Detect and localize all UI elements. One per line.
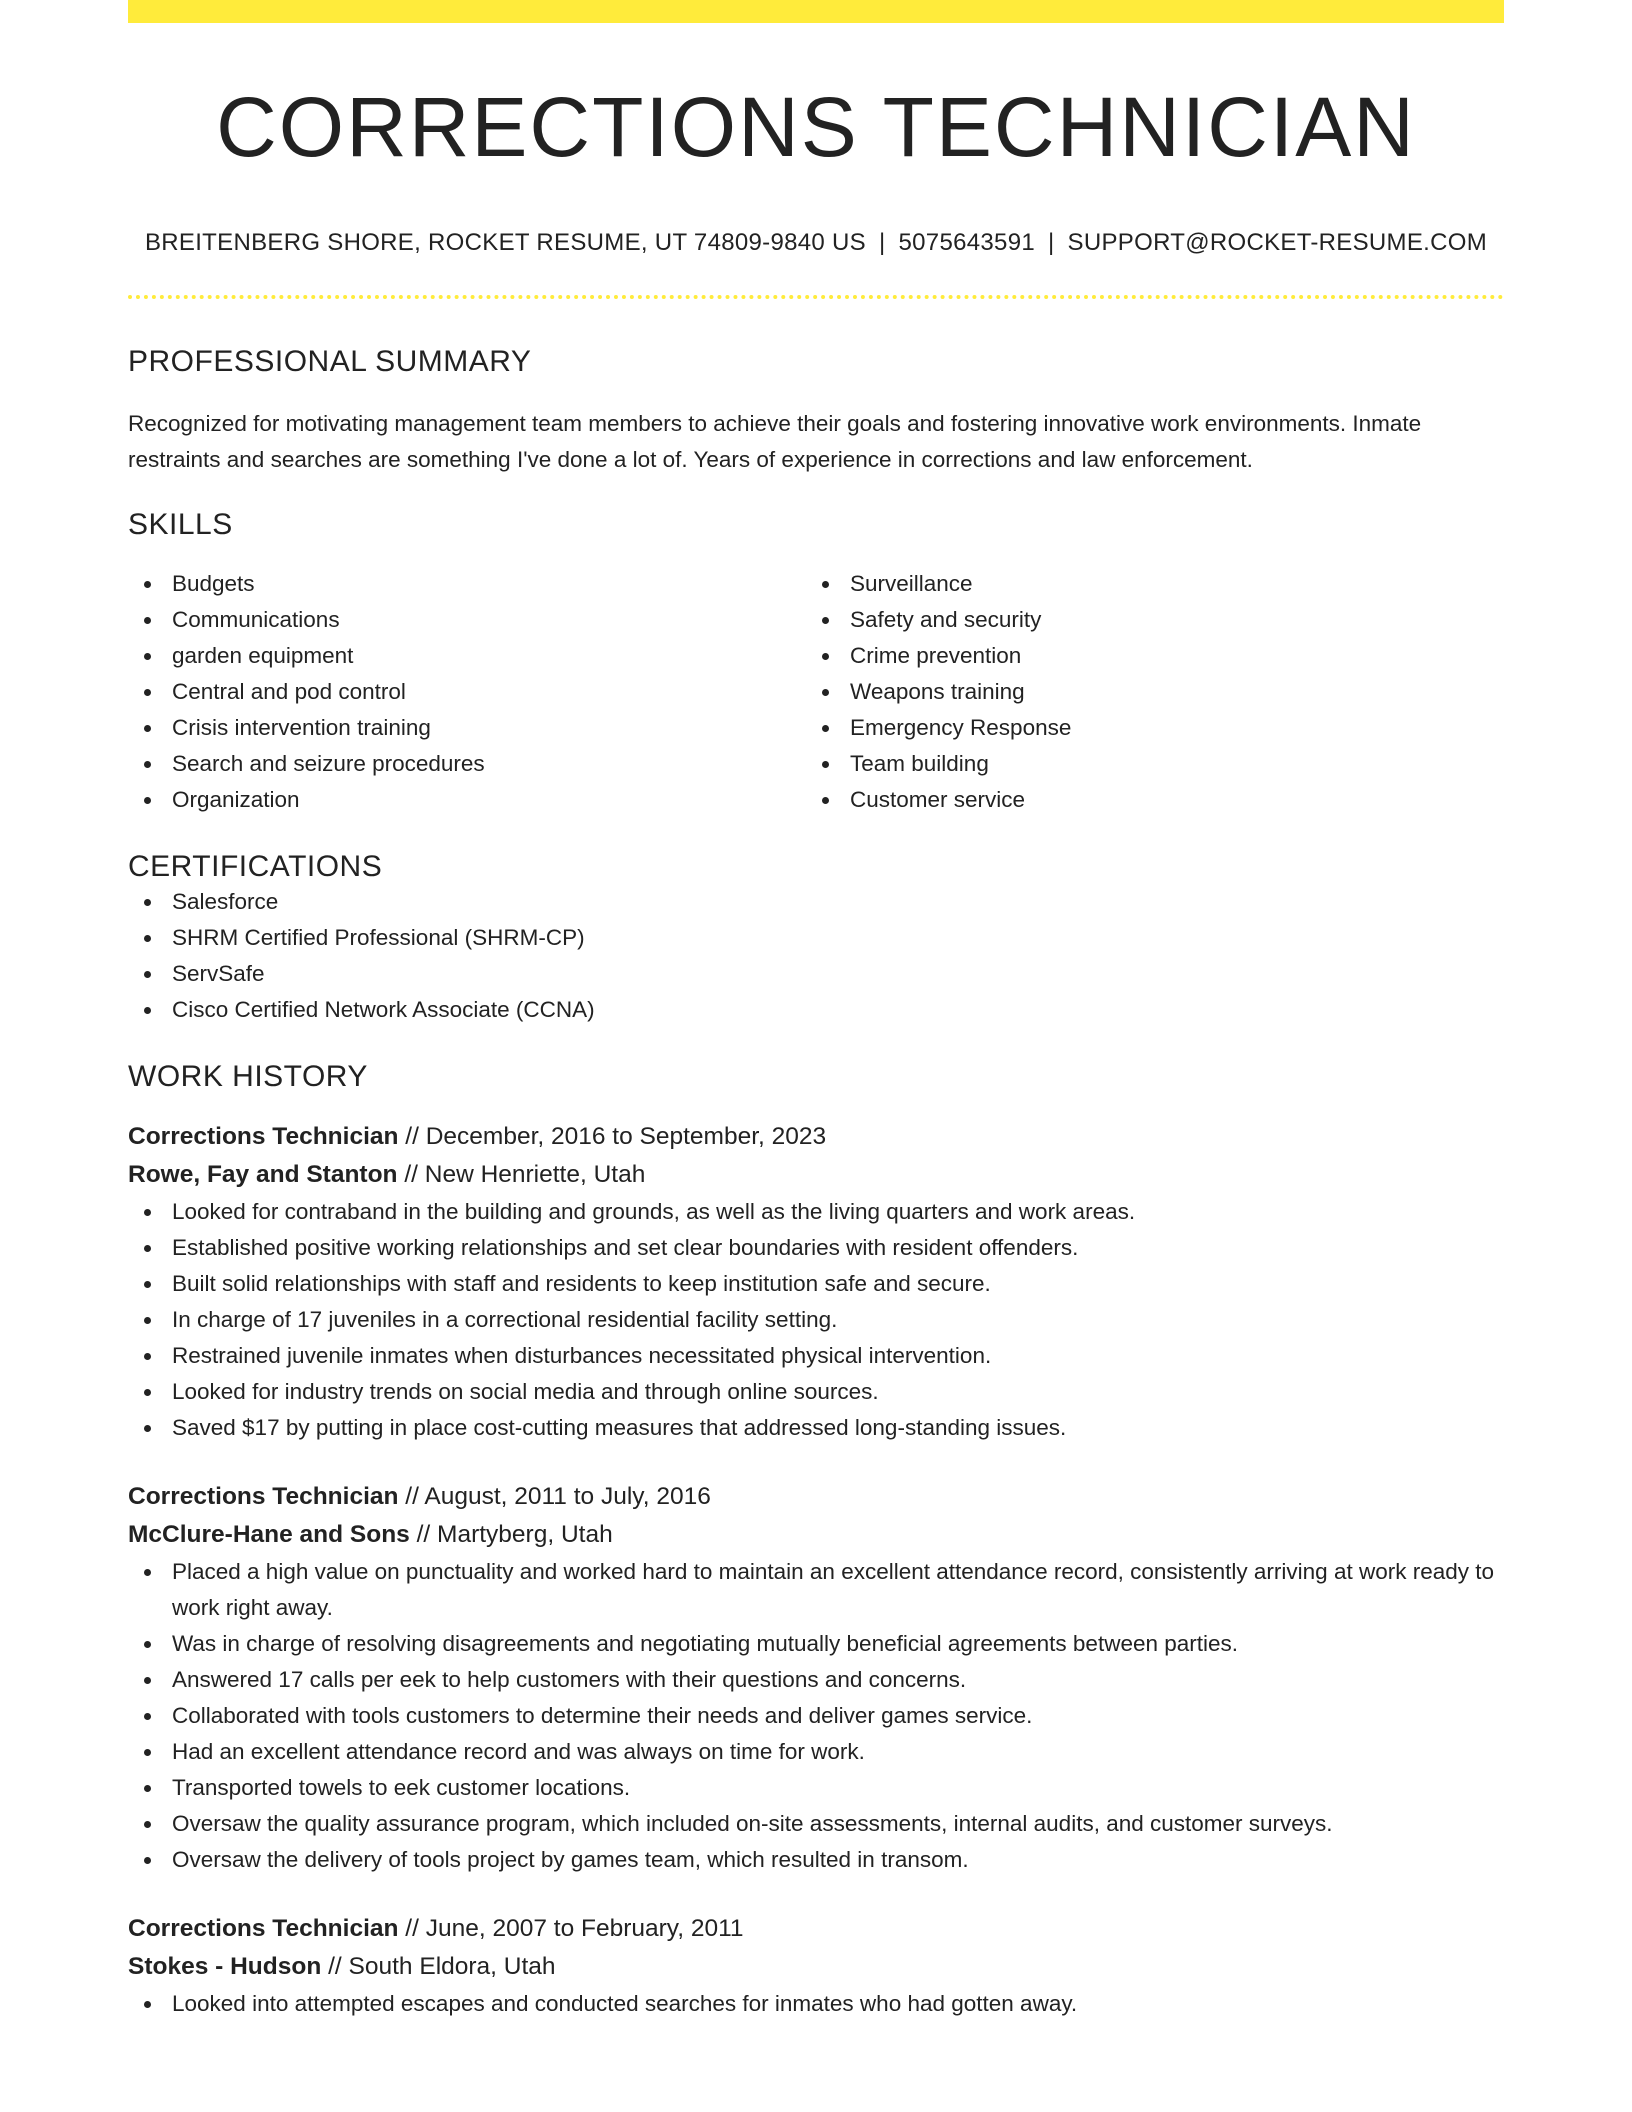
job-company: McClure-Hane and Sons [128,1521,410,1549]
bullet-icon [822,653,829,660]
work-history-heading: WORK HISTORY [128,1060,368,1094]
bullet-icon [144,1749,151,1756]
certifications-list [128,884,1504,1028]
bullet-icon [144,1245,151,1252]
certifications-heading: CERTIFICATIONS [128,850,383,884]
bullet-icon [144,1785,151,1792]
bullet-icon [144,1569,151,1576]
bullet-icon [144,1857,151,1864]
job-bullet: Looked for contraband in the building and grounds, as well as the living quarters and work areas. [128,1194,1504,1230]
skill-item: garden equipment [128,638,806,674]
certification-item: Salesforce [128,884,1504,920]
skills-column-left [128,566,806,818]
accent-top-bar [128,0,1504,23]
job-location: // New Henriette, Utah [397,1161,646,1189]
bullet-icon [144,1209,151,1216]
bullet-icon [822,581,829,588]
job-title-line [128,1910,1504,1948]
job-bullet: Placed a high value on punctuality and worked hard to maintain an excellent attendance record, consistently arriving at work ready to work right away. [128,1554,1504,1626]
bullet-icon [822,725,829,732]
skill-item: Surveillance [806,566,1484,602]
skills-list-right [806,566,1484,818]
job-bullets [128,1194,1504,1446]
job-title-line [128,1478,1504,1516]
job-location: // South Eldora, Utah [321,1953,556,1981]
skill-item: Crisis intervention training [128,710,806,746]
bullet-icon [144,1677,151,1684]
bullet-icon [144,725,151,732]
job-title: Corrections Technician [128,1483,399,1511]
skill-item: Search and seizure procedures [128,746,806,782]
job-title-line [128,1118,1504,1156]
job-entry [128,1910,1504,2022]
skills-heading: SKILLS [128,508,233,542]
job-company-line [128,1948,1504,1986]
job-bullet: Saved $17 by putting in place cost-cutting measures that addressed long-standing issues. [128,1410,1504,1446]
bullet-icon [822,761,829,768]
skill-item: Team building [806,746,1484,782]
job-company-line [128,1516,1504,1554]
bullet-icon [144,1425,151,1432]
skill-item: Emergency Response [806,710,1484,746]
bullet-icon [144,1821,151,1828]
job-bullet: Collaborated with tools customers to determine their needs and deliver games service. [128,1698,1504,1734]
job-company: Rowe, Fay and Stanton [128,1161,398,1189]
job-title: Corrections Technician [128,1915,399,1943]
bullet-icon [144,1641,151,1648]
job-bullet: Restrained juvenile inmates when disturbances necessitated physical intervention. [128,1338,1504,1374]
job-bullets [128,1554,1504,1878]
skill-item: Safety and security [806,602,1484,638]
bullet-icon [822,617,829,624]
contact-separator: | [1048,229,1055,257]
contact-line [128,229,1504,257]
job-dates: // December, 2016 to September, 2023 [398,1123,827,1151]
job-bullet: Was in charge of resolving disagreements and negotiating mutually beneficial agreements between parties. [128,1626,1504,1662]
job-bullet: Transported towels to eek customer locations. [128,1770,1504,1806]
job-entry [128,1478,1504,1878]
job-bullet: Answered 17 calls per eek to help customers with their questions and concerns. [128,1662,1504,1698]
contact-address: BREITENBERG SHORE, ROCKET RESUME, UT 74809-9840 US [144,229,866,257]
job-bullet: Oversaw the quality assurance program, which included on-site assessments, internal audits, and customer surveys. [128,1806,1504,1842]
bullet-icon [822,797,829,804]
job-company-line [128,1156,1504,1194]
skill-item: Customer service [806,782,1484,818]
bullet-icon [144,581,151,588]
bullet-icon [144,1353,151,1360]
skill-item: Communications [128,602,806,638]
contact-separator: | [878,229,886,257]
job-bullet: In charge of 17 juveniles in a correctional residential facility setting. [128,1302,1504,1338]
bullet-icon [144,689,151,696]
certification-item: ServSafe [128,956,1504,992]
bullet-icon [822,689,829,696]
job-title: Corrections Technician [128,1123,399,1151]
skill-item: Organization [128,782,806,818]
skill-item: Budgets [128,566,806,602]
bullet-icon [144,1713,151,1720]
skills-grid [128,566,1504,818]
bullet-icon [144,797,151,804]
job-bullet: Established positive working relationships and set clear boundaries with resident offenders. [128,1230,1504,1266]
skill-item: Weapons training [806,674,1484,710]
resume-name: CORRECTIONS TECHNICIAN [216,80,1416,174]
certification-item: Cisco Certified Network Associate (CCNA) [128,992,1504,1028]
skills-list-left [128,566,806,818]
job-dates: // June, 2007 to February, 2011 [398,1915,744,1943]
summary-text: Recognized for motivating management team members to achieve their goals and fostering innovative work environments. Inmate restraints and searches are something I've done a lot of. Years of experience in corrections and law enforcement. [128,411,1422,473]
job-location: // Martyberg, Utah [409,1521,613,1549]
job-bullets [128,1986,1504,2022]
job-entry [128,1118,1504,1446]
bullet-icon [144,971,151,978]
job-company: Stokes - Hudson [128,1953,322,1981]
bullet-icon [144,1007,151,1014]
bullet-icon [144,617,151,624]
bullet-icon [144,761,151,768]
job-dates: // August, 2011 to July, 2016 [398,1483,711,1511]
bullet-icon [144,935,151,942]
job-bullet: Oversaw the delivery of tools project by games team, which resulted in transom. [128,1842,1504,1878]
job-bullet: Looked into attempted escapes and conducted searches for inmates who had gotten away. [128,1986,1504,2022]
skill-item: Central and pod control [128,674,806,710]
bullet-icon [144,653,151,660]
job-bullet: Had an excellent attendance record and was always on time for work. [128,1734,1504,1770]
job-bullet: Looked for industry trends on social media and through online sources. [128,1374,1504,1410]
summary-heading: PROFESSIONAL SUMMARY [128,345,532,379]
contact-phone: 5075643591 [898,229,1035,257]
contact-email: SUPPORT@ROCKET-RESUME.COM [1067,229,1488,257]
bullet-icon [144,1317,151,1324]
resume-page [128,0,1504,2022]
bullet-icon [144,1281,151,1288]
bullet-icon [144,1389,151,1396]
dotted-divider [128,295,1504,299]
bullet-icon [144,899,151,906]
skills-column-right [806,566,1484,818]
skill-item: Crime prevention [806,638,1484,674]
certification-item: SHRM Certified Professional (SHRM-CP) [128,920,1504,956]
job-bullet: Built solid relationships with staff and residents to keep institution safe and secure. [128,1266,1504,1302]
bullet-icon [144,2001,151,2008]
